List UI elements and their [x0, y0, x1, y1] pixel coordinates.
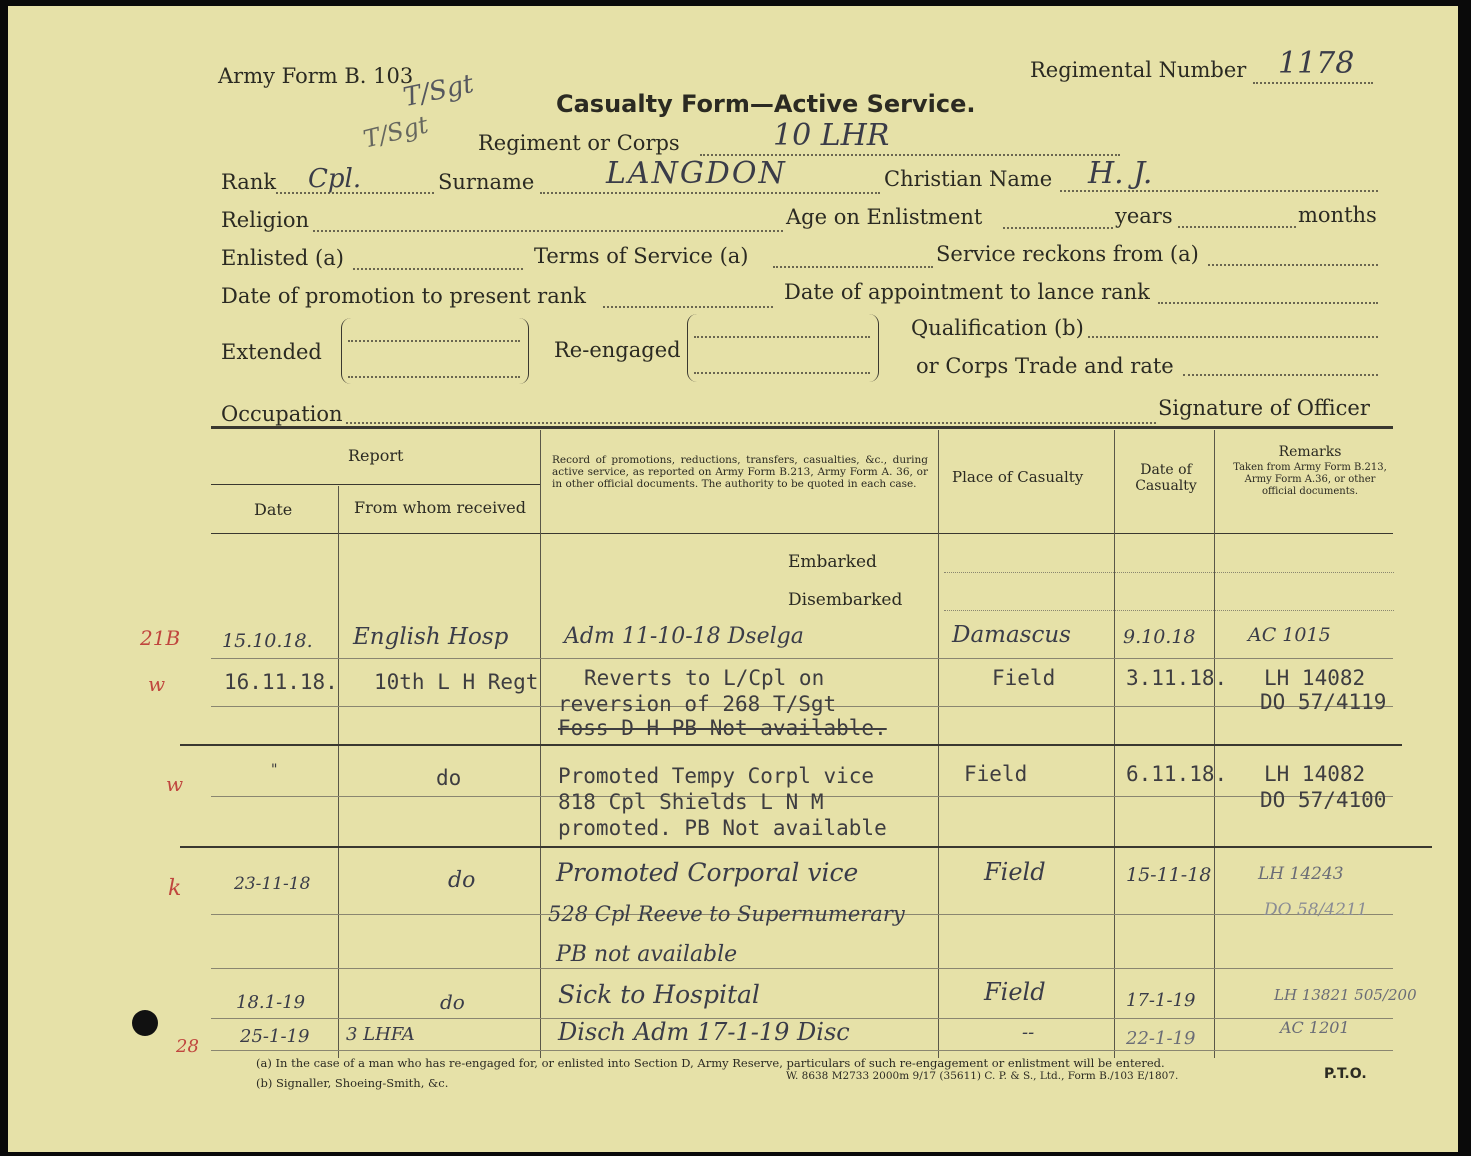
row-record-line: Sick to Hospital: [558, 980, 760, 1009]
regimental-number-label: Regimental Number: [1030, 58, 1247, 82]
row-record-line: 818 Cpl Shields L N M: [558, 790, 824, 814]
row-record-line: 528 Cpl Reeve to Supernumerary: [548, 902, 905, 926]
reengaged-label: Re-engaged: [554, 338, 681, 362]
row-from: do: [440, 990, 465, 1014]
from-header: From whom received: [354, 498, 526, 517]
report-header: Report: [348, 446, 404, 465]
row-date: 25-1-19: [240, 1026, 310, 1047]
regiment-label: Regiment or Corps: [478, 131, 680, 155]
extended-label: Extended: [221, 340, 322, 364]
qualification-label: Qualification (b): [911, 316, 1084, 340]
pto-label: P.T.O.: [1324, 1066, 1367, 1082]
handwritten-note-top: T/Sgt: [400, 68, 477, 114]
row-record-line: reversion of 268 T/Sgt: [558, 692, 837, 716]
row-date: 15.10.18.: [222, 630, 313, 652]
row-remarks: DO 57/4119: [1260, 690, 1387, 714]
casualty-form-sheet: [8, 6, 1458, 1152]
surname-label: Surname: [438, 170, 535, 194]
corps-trade-label: or Corps Trade and rate: [916, 354, 1174, 378]
regiment-value: 10 LHR: [773, 118, 890, 153]
row-record-line: Foss D H PB Not available.: [558, 716, 887, 740]
row-from: 3 LHFA: [346, 1024, 415, 1045]
row-place: Field: [984, 978, 1046, 1006]
religion-label: Religion: [221, 208, 309, 232]
row-record-line: Promoted Tempy Corpl vice: [558, 764, 875, 788]
army-form-number: Army Form B. 103: [218, 64, 414, 88]
disembarked-label: Disembarked: [788, 590, 903, 610]
row-remarks: LH 14243: [1258, 864, 1344, 884]
row-from: do: [448, 868, 476, 893]
row-remarks: AC 1201: [1280, 1018, 1350, 1037]
row-record-line: promoted. PB Not available: [558, 816, 887, 840]
row-record-line: Reverts to L/Cpl on: [584, 666, 825, 690]
print-code: W. 8638 M2733 2000m 9/17 (35611) C. P. & S., Ltd., Form B./103 E/1807.: [786, 1070, 1179, 1082]
handwritten-note-top-2: T/Sgt: [360, 110, 431, 154]
remarks-header: Remarks: [1278, 444, 1342, 460]
table-top-rule: [211, 426, 1393, 429]
row-remarks: LH 14082: [1264, 666, 1366, 690]
age-label: Age on Enlistment: [786, 205, 983, 229]
punch-hole: [132, 1010, 158, 1036]
row-date: 16.11.18.: [224, 670, 338, 694]
row-remarks: DO 58/4211: [1264, 900, 1368, 920]
row-date: 18.1-19: [236, 992, 306, 1013]
margin-mark: w: [166, 772, 184, 796]
footnote-b: (b) Signaller, Shoeing-Smith, &c.: [256, 1076, 449, 1090]
row-from: do: [436, 766, 462, 790]
row-from: 10th L H Regt: [374, 670, 539, 694]
row-date-casualty: 22-1-19: [1126, 1028, 1196, 1049]
row-record-line: Disch Adm 17-1-19 Disc: [558, 1018, 850, 1046]
row-date-casualty: 3.11.18.: [1126, 666, 1228, 690]
occupation-label: Occupation: [221, 402, 343, 426]
row-place: Field: [984, 858, 1046, 886]
row-remarks: LH 13821 505/200: [1274, 986, 1417, 1004]
years-label: years: [1115, 204, 1173, 228]
row-place: Damascus: [952, 622, 1071, 648]
embarked-label: Embarked: [788, 552, 877, 572]
margin-mark: w: [148, 672, 166, 696]
row-date: ": [270, 762, 279, 778]
date-casualty-header: Date of Casualty: [1135, 462, 1197, 494]
terms-label: Terms of Service (a): [534, 244, 749, 268]
row-date-casualty: 9.10.18: [1123, 626, 1196, 648]
record-header: Record of promotions, reductions, transfers, casualties, &c., during active service, as reported on Army Form B.213, Army Form A. 36, or in other official documents. The authority to be quoted in each case.: [552, 454, 928, 490]
row-place: Field: [992, 666, 1056, 690]
regimental-number-value: 1178: [1278, 46, 1355, 81]
row-place: Field: [964, 762, 1028, 786]
months-label: months: [1298, 203, 1377, 227]
remarks-subheader: Taken from Army Form B.213, Army Form A.36, or other official documents.: [1233, 462, 1387, 497]
footnote-a: (a) In the case of a man who has re-engaged for, or enlisted into Section D, Army Reserve, particulars of such re-engagement or enlistment will be entered.: [256, 1056, 1165, 1070]
row-remarks: AC 1015: [1248, 624, 1331, 646]
margin-mark: 21B: [140, 626, 181, 650]
row-date-casualty: 17-1-19: [1126, 990, 1196, 1011]
row-date: 23-11-18: [234, 874, 311, 894]
date-header: Date: [254, 500, 293, 519]
form-title: Casualty Form—Active Service.: [556, 90, 976, 118]
row-place: --: [1022, 1022, 1035, 1043]
row-record-line: Adm 11-10-18 Dselga: [564, 624, 804, 649]
margin-mark: 28: [176, 1036, 199, 1057]
signature-label: Signature of Officer: [1158, 396, 1370, 420]
service-reckons-label: Service reckons from (a): [936, 242, 1199, 266]
rank-label: Rank: [221, 170, 277, 194]
christian-name-label: Christian Name: [884, 167, 1053, 191]
margin-mark: k: [168, 876, 182, 901]
promotion-date-label: Date of promotion to present rank: [221, 284, 586, 308]
row-date-casualty: 15-11-18: [1126, 864, 1212, 886]
place-header: Place of Casualty: [952, 468, 1084, 486]
row-remarks: DO 57/4100: [1260, 788, 1387, 812]
row-remarks: LH 14082: [1264, 762, 1366, 786]
row-record-line: Promoted Corporal vice: [556, 858, 859, 887]
rank-value: Cpl.: [308, 164, 362, 194]
row-from: English Hosp: [353, 624, 509, 650]
enlisted-label: Enlisted (a): [221, 246, 344, 270]
row-record-line: PB not available: [556, 942, 738, 967]
row-date-casualty: 6.11.18.: [1126, 762, 1228, 786]
surname-value: LANGDON: [606, 156, 787, 191]
christian-name-value: H. J.: [1088, 156, 1153, 191]
appointment-date-label: Date of appointment to lance rank: [784, 280, 1150, 304]
